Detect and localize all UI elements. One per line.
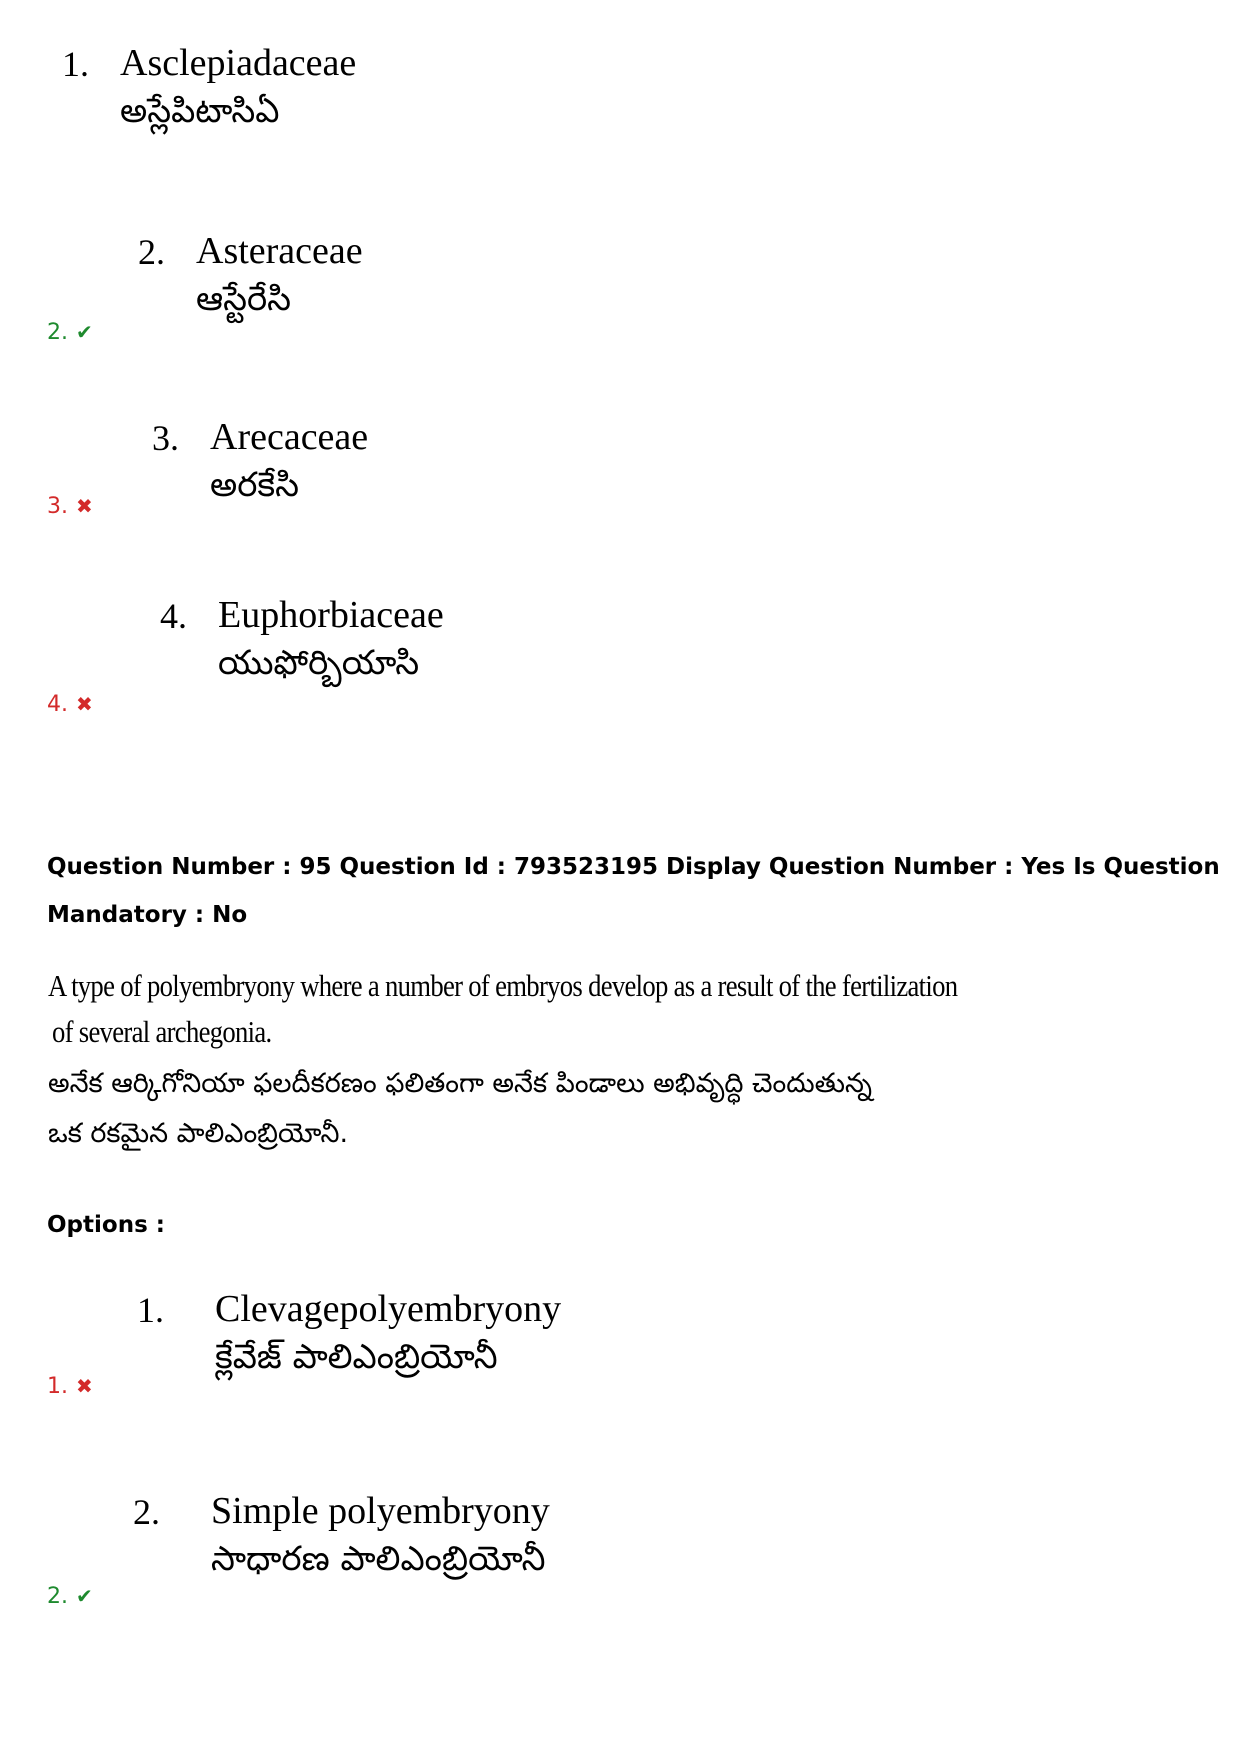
question-stem-telugu-line1: అనేక ఆర్కిగోనియా ఫలదీకరణం ఫలితంగా అనేక పిండాలు అభివృద్ధి చెందుతున్న [48, 1068, 872, 1099]
question-header: Question Number : 95 Question Id : 793523195 Display Question Number : Yes Is Question [47, 854, 1220, 880]
options-label: Options : [47, 1212, 165, 1238]
option-telugu-text: అరకేసి [210, 465, 299, 505]
option-english-text: Asteraceae [196, 230, 363, 272]
option-telugu-text: ఆస్టేరేసి [196, 279, 292, 319]
option-english-text: Arecaceae [210, 416, 369, 458]
option-marker-wrong [47, 690, 93, 719]
option-telugu-text: క్లేవేజ్ పాలిఎంబ్రియోనీ [215, 1337, 498, 1377]
option-number: 1. [62, 44, 89, 84]
option-marker-number: 4. [47, 692, 68, 717]
cross-icon: ✖ [76, 494, 93, 518]
option-english-text: Asclepiadaceae [120, 42, 357, 84]
question-mandatory: Mandatory : No [47, 902, 248, 928]
option-telugu-text: అస్లేపిటాసిఏ [120, 91, 280, 131]
option-telugu-text: సాధారణ పాలిఎంబ్రియోనీ [211, 1539, 546, 1579]
option-number: 3. [152, 418, 179, 458]
option-number: 4. [160, 596, 187, 636]
option-number: 2. [138, 232, 165, 272]
option-marker-number: 2. [47, 1584, 68, 1609]
question-stem-telugu-line2: ఒక రకమైన పాలిఎంబ్రియోనీ. [48, 1118, 349, 1149]
option-marker-number: 2. [47, 320, 68, 345]
option-number: 1. [137, 1290, 164, 1330]
option-marker-correct [47, 318, 93, 347]
option-marker-correct [47, 1582, 93, 1611]
check-icon: ✔ [76, 320, 93, 344]
option-marker-number: 1. [47, 1374, 68, 1399]
option-english-text: Simple polyembryony [211, 1490, 550, 1532]
option-marker-wrong [47, 1372, 93, 1401]
question-stem-english-line2: of several archegonia. [52, 1014, 272, 1049]
cross-icon: ✖ [76, 1374, 93, 1398]
question-stem-english-line1: A type of polyembryony where a number of embryos develop as a result of the fertilization [48, 968, 958, 1003]
option-english-text: Clevagepolyembryony [215, 1288, 562, 1330]
cross-icon: ✖ [76, 692, 93, 716]
option-marker-wrong [47, 492, 93, 521]
option-number: 2. [133, 1492, 160, 1532]
check-icon: ✔ [76, 1584, 93, 1608]
option-marker-number: 3. [47, 494, 68, 519]
option-telugu-text: యుఫోర్బియాసి [218, 643, 420, 683]
option-english-text: Euphorbiaceae [218, 594, 444, 636]
